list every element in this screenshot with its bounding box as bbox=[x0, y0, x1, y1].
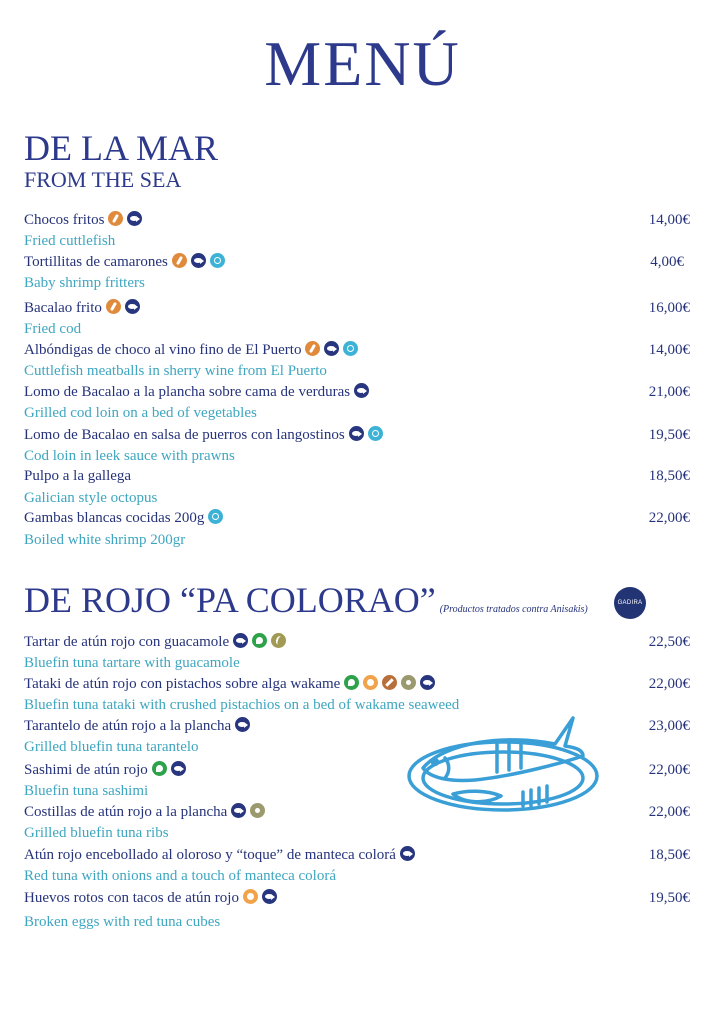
menu-item-translation: Fried cod bbox=[24, 321, 82, 337]
menu-title: MENÚ bbox=[264, 28, 461, 99]
menu-item-price: 22,50€ bbox=[648, 634, 690, 650]
fish-allergen-icon bbox=[235, 717, 250, 732]
menu-item-name-text: Albóndigas de choco al vino fino de El Puerto bbox=[24, 342, 302, 358]
menu-item-translation: Galician style octopus bbox=[24, 490, 158, 506]
menu-item-price: 22,00€ bbox=[648, 510, 690, 526]
menu-item-price: 18,50€ bbox=[648, 847, 690, 863]
menu-item-name-text: Lomo de Bacalao a la plancha sobre cama de verduras bbox=[24, 384, 351, 400]
menu-item-name-text: Sashimi de atún rojo bbox=[24, 762, 148, 778]
gluten-allergen-icon bbox=[108, 211, 123, 226]
menu-item-name bbox=[24, 210, 142, 230]
menu-item-price: 19,50€ bbox=[648, 890, 690, 906]
menu-item-row bbox=[24, 888, 690, 908]
menu-item-price: 14,00€ bbox=[648, 342, 690, 358]
crustacean-allergen-icon bbox=[343, 341, 358, 356]
fish-allergen-icon bbox=[420, 675, 435, 690]
fish-allergen-icon bbox=[127, 211, 142, 226]
menu-item-price: 22,00€ bbox=[648, 762, 690, 778]
menu-item-name bbox=[24, 888, 277, 908]
menu-item-name-text: Bacalao frito bbox=[24, 300, 102, 316]
crustacean-allergen-icon bbox=[368, 426, 383, 441]
menu-item-price: 14,00€ bbox=[648, 212, 690, 228]
menu-item-name bbox=[24, 382, 369, 402]
menu-item-name-text: Chocos fritos bbox=[24, 212, 105, 228]
menu-item-name-text: Lomo de Bacalao en salsa de puerros con langostinos bbox=[24, 427, 345, 443]
menu-item-translation: Cuttlefish meatballs in sherry wine from El Puerto bbox=[24, 363, 327, 379]
fish-allergen-icon bbox=[231, 803, 246, 818]
orange-allergen-icon bbox=[243, 889, 258, 904]
menu-item-translation: Grilled cod loin on a bed of vegetables bbox=[24, 405, 257, 421]
green-allergen-icon bbox=[252, 633, 267, 648]
fish-allergen-icon bbox=[262, 889, 277, 904]
menu-item-name bbox=[24, 466, 131, 486]
section-title-red-text: DE ROJO “PA COLORAO” bbox=[24, 580, 436, 620]
menu-item-price: 23,00€ bbox=[648, 718, 690, 734]
menu-item-name-text: Tarantelo de atún rojo a la plancha bbox=[24, 718, 232, 734]
menu-item-name-text: Costillas de atún rojo a la plancha bbox=[24, 804, 228, 820]
menu-item-name bbox=[24, 632, 286, 652]
menu-item-row bbox=[24, 508, 690, 528]
green-allergen-icon bbox=[152, 761, 167, 776]
khaki-allergen-icon bbox=[401, 675, 416, 690]
fish-allergen-icon bbox=[171, 761, 186, 776]
fish-allergen-icon bbox=[349, 426, 364, 441]
menu-item-row bbox=[24, 425, 690, 445]
menu-item-name bbox=[24, 508, 223, 528]
menu-item-name-text: Gambas blancas cocidas 200g bbox=[24, 510, 205, 526]
menu-item-name-text: Tataki de atún rojo con pistachos sobre alga wakame bbox=[24, 676, 341, 692]
menu-item-price: 4,00€ bbox=[650, 254, 684, 270]
menu-item-translation: Red tuna with onions and a touch of manteca colorá bbox=[24, 868, 336, 884]
menu-item-translation: Grilled bluefin tuna ribs bbox=[24, 825, 169, 841]
menu-item-translation: Bluefin tuna sashimi bbox=[24, 783, 149, 799]
section-subtitle-sea: FROM THE SEA bbox=[24, 167, 182, 192]
menu-item-name-text: Tartar de atún rojo con guacamole bbox=[24, 634, 230, 650]
menu-item-name bbox=[24, 298, 140, 318]
menu-item-row bbox=[24, 252, 690, 272]
section-title-sea: DE LA MAR bbox=[24, 128, 219, 168]
menu-item-price: 18,50€ bbox=[648, 468, 690, 484]
menu-item-name bbox=[24, 845, 415, 865]
fish-allergen-icon bbox=[191, 253, 206, 268]
gadira-logo: GADIRA bbox=[614, 587, 646, 619]
menu-item-translation: Bluefin tuna tartare with guacamole bbox=[24, 655, 240, 671]
menu-item-name bbox=[24, 340, 358, 360]
menu-item-price: 19,50€ bbox=[648, 427, 690, 443]
menu-item-price: 16,00€ bbox=[648, 300, 690, 316]
green-allergen-icon bbox=[344, 675, 359, 690]
menu-item-name-text: Atún rojo encebollado al oloroso y “toque” de manteca colorá bbox=[24, 847, 396, 863]
fish-allergen-icon bbox=[233, 633, 248, 648]
khaki-allergen-icon bbox=[250, 803, 265, 818]
menu-item-row bbox=[24, 674, 690, 694]
brown-allergen-icon bbox=[382, 675, 397, 690]
menu-item-row bbox=[24, 466, 690, 486]
anisakis-note: (Productos tratados contra Anisakis) bbox=[439, 604, 588, 615]
menu-item-price: 21,00€ bbox=[648, 384, 690, 400]
menu-item-translation: Grilled bluefin tuna tarantelo bbox=[24, 739, 199, 755]
menu-item-translation: Boiled white shrimp 200gr bbox=[24, 532, 186, 548]
menu-item-row bbox=[24, 632, 690, 652]
menu-item-name-text: Pulpo a la gallega bbox=[24, 468, 132, 484]
section-title-red bbox=[24, 580, 588, 630]
menu-item-name bbox=[24, 252, 225, 272]
crustacean-allergen-icon bbox=[210, 253, 225, 268]
fish-allergen-icon bbox=[354, 383, 369, 398]
menu-item-name bbox=[24, 802, 265, 822]
fish-allergen-icon bbox=[125, 299, 140, 314]
menu-item-name bbox=[24, 760, 186, 780]
fish-plate-illustration bbox=[405, 706, 605, 816]
fish-allergen-icon bbox=[400, 846, 415, 861]
menu-item-translation: Cod loin in leek sauce with prawns bbox=[24, 448, 235, 464]
menu-item-name-text: Tortillitas de camarones bbox=[24, 254, 168, 270]
menu-item-translation: Fried cuttlefish bbox=[24, 233, 116, 249]
orange-allergen-icon bbox=[363, 675, 378, 690]
menu-item-name bbox=[24, 425, 383, 445]
menu-item-row bbox=[24, 382, 690, 402]
menu-item-name bbox=[24, 674, 435, 694]
menu-item-row bbox=[24, 298, 690, 318]
gluten-allergen-icon bbox=[106, 299, 121, 314]
menu-item-row bbox=[24, 845, 690, 865]
menu-item-price: 22,00€ bbox=[648, 676, 690, 692]
menu-item-name-text: Huevos rotos con tacos de atún rojo bbox=[24, 890, 239, 906]
olive-allergen-icon bbox=[271, 633, 286, 648]
gluten-allergen-icon bbox=[305, 341, 320, 356]
gluten-allergen-icon bbox=[172, 253, 187, 268]
menu-item-translation: Bluefin tuna tataki with crushed pistachios on a bed of wakame seaweed bbox=[24, 697, 460, 713]
menu-item-translation: Baby shrimp fritters bbox=[24, 275, 145, 291]
menu-item-row bbox=[24, 210, 690, 230]
menu-item-name bbox=[24, 716, 250, 736]
crustacean-allergen-icon bbox=[208, 509, 223, 524]
fish-allergen-icon bbox=[324, 341, 339, 356]
menu-item-translation: Broken eggs with red tuna cubes bbox=[24, 914, 221, 930]
menu-item-row bbox=[24, 340, 690, 360]
menu-item-price: 22,00€ bbox=[648, 804, 690, 820]
